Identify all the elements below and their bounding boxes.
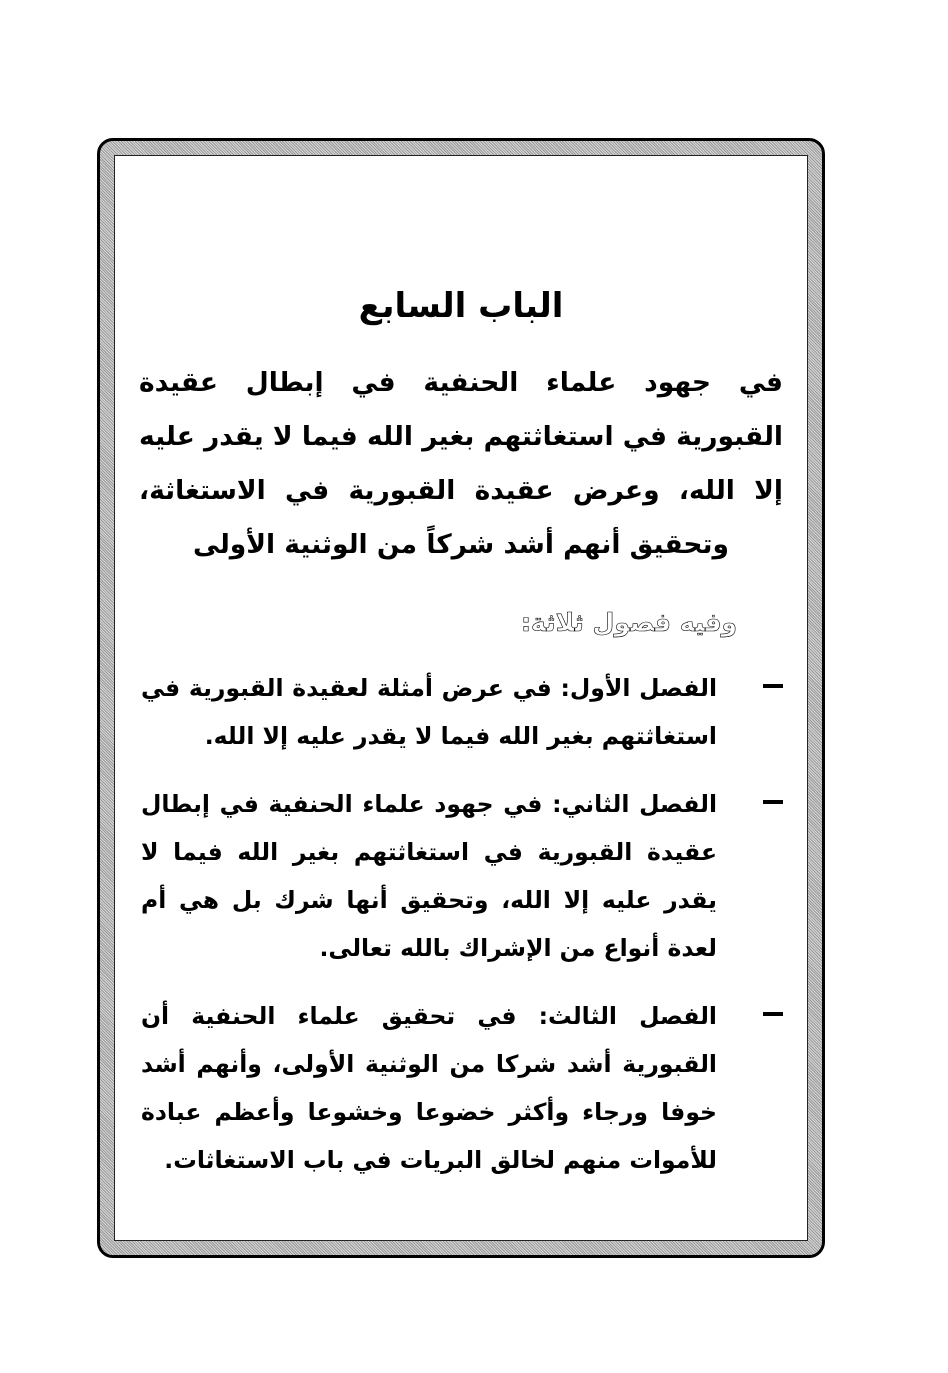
section-text: الفصل الأول: في عرض أمثلة لعقيدة القبورية في استغاثتهم بغير الله فيما لا يقدر عليه إلا الله.: [141, 674, 717, 750]
dash-bullet-icon: [763, 684, 783, 688]
section-item-1: [141, 664, 783, 760]
section-item-2: [141, 780, 783, 972]
page-border-frame: [97, 138, 825, 1258]
section-text: الفصل الثاني: في جهود علماء الحنفية في إبطال عقيدة القبورية في استغاثتهم بغير الله فيما لا يقدر عليه إلا الله، وتحقيق أنها شرك بل هي أم لعدة أنواع من الإشراك بالله تعالى.: [141, 790, 717, 962]
dash-bullet-icon: [763, 1012, 783, 1016]
section-item-3: [141, 992, 783, 1184]
content-panel: [114, 155, 808, 1241]
sections-intro: وفيه فصول ثلاثة:: [521, 608, 737, 637]
section-text: الفصل الثالث: في تحقيق علماء الحنفية أن القبورية أشد شركا من الوثنية الأولى، وأنهم أشد خوفا ورجاء وأكثر خضوعا وخشوعا وأعظم عبادة للأموات منهم لخالق البريات في باب الاستغاثات.: [141, 1002, 717, 1174]
chapter-subtitle: في جهود علماء الحنفية في إبطال عقيدة القبورية في استغاثتهم بغير الله فيما لا يقدر عليه إلا الله، وعرض عقيدة القبورية في الاستغاثة، وتحقيق أنهم أشد شركاً من الوثنية الأولى: [139, 367, 783, 560]
chapter-title: الباب السابع: [358, 286, 564, 326]
dash-bullet-icon: [763, 800, 783, 804]
